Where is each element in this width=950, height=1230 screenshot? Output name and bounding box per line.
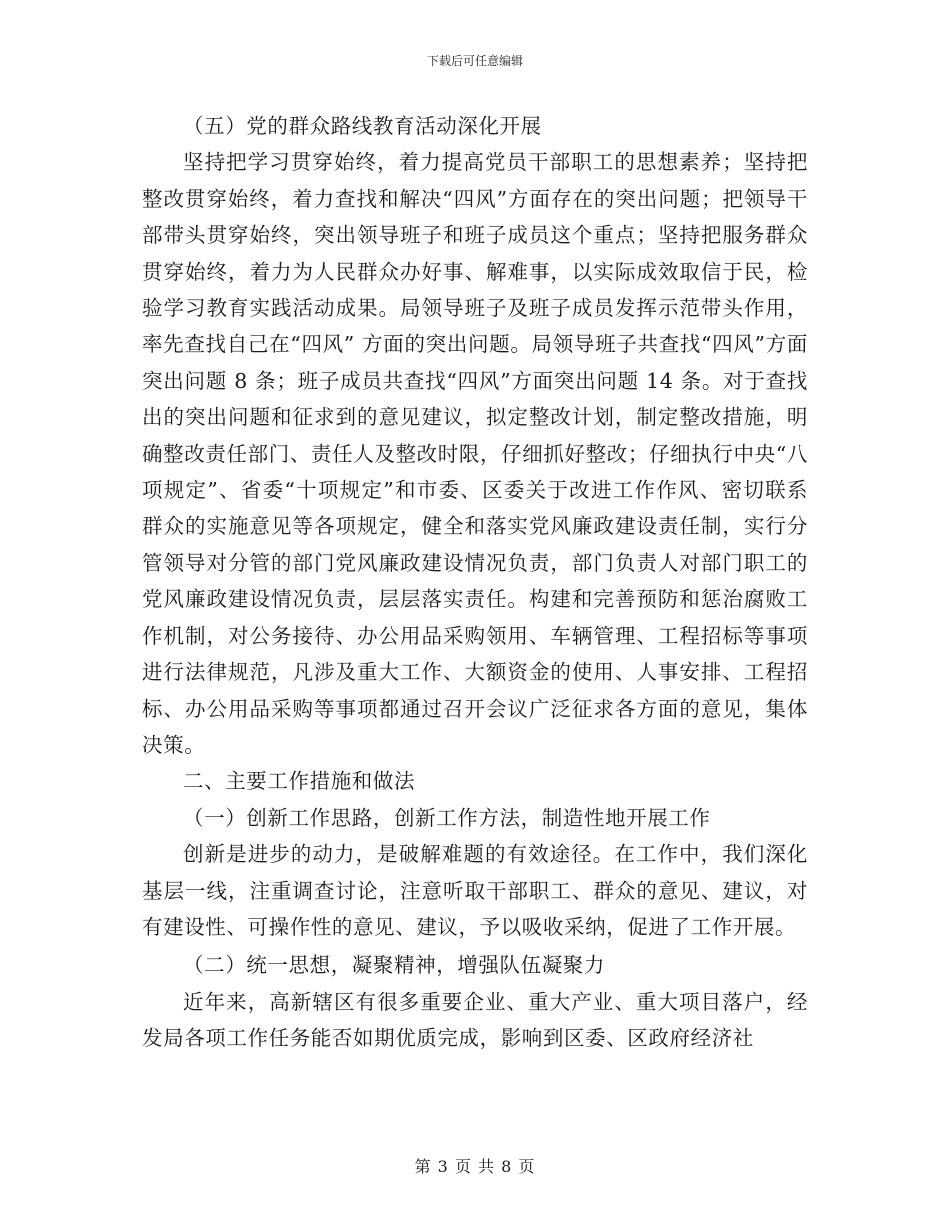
paragraph-innovation: 创新是进步的动力，是破解难题的有效途径。在工作中，我们深化基层一线，注重调查讨论，注意听取干部职工、群众的意见、建议，对有建设性、可操作性的意见、建议，予以吸收采纳，促进了工作开展。 — [142, 842, 808, 939]
paragraph-mass-line: 坚持把学习贯穿始终，着力提高党员干部职工的思想素养；坚持把整改贯穿始终，着力查找和解决“四风”方面存在的突出问题；把领导干部带头贯穿始终，突出领导班子和班子成员这个重点；坚持把服务群众贯穿始终，着力为人民群众办好事、解难事，以实际成效取信于民，检验学习教育实践活动成果。局领导班子及班子成员发挥示范带头作用，率先查找自己在“四风” 方面的突出问题。局领导班子共查找“四风”方面突出问题 8 条；班子成员共查找“四风”方面突出问题 14 条。对于查找出的突出问题和征求到的意见建议，拟定整改计划，制定整改措施，明确整改责任部门、责任人及整改时限，仔细抓好整改；仔细执行中央“八项规定”、省委“十项规定”和市委、区委关于改进工作作风、密切联系群众的实施意见等各项规定，健全和落实党风廉政建设责任制，实行分管领导对分管的部门党风廉政建设情况负责，部门负责人对部门职工的党风廉政建设情况负责，层层落实责任。构建和完善预防和惩治腐败工作机制，对公务接待、办公用品采购领用、车辆管理、工程招标等事项进行法律规范，凡涉及重大工作、大额资金的使用、人事安排、工程招标、办公用品采购等事项都通过召开会议广泛征求各方面的意见，集体决策。 — [142, 150, 808, 757]
subsection-heading-one: （一）创新工作思路，创新工作方法，制造性地开展工作 — [183, 805, 711, 830]
page-number: 第 3 页 共 8 页 — [414, 1157, 536, 1176]
document-body — [142, 108, 808, 1057]
paragraph-unity: 近年来，高新辖区有很多重要企业、重大产业、重大项目落户，经发局各项工作任务能否如期优质完成，影响到区委、区政府经济社 — [142, 989, 808, 1051]
section-heading-part-two: 二、主要工作措施和做法 — [183, 769, 416, 794]
subsection-heading-two: （二）统一思想，凝聚精神，增强队伍凝聚力 — [183, 953, 605, 978]
page-header: 下载后可任意编辑 — [426, 54, 523, 68]
section-heading-five: （五）党的群众路线教育活动深化开展 — [183, 114, 542, 138]
